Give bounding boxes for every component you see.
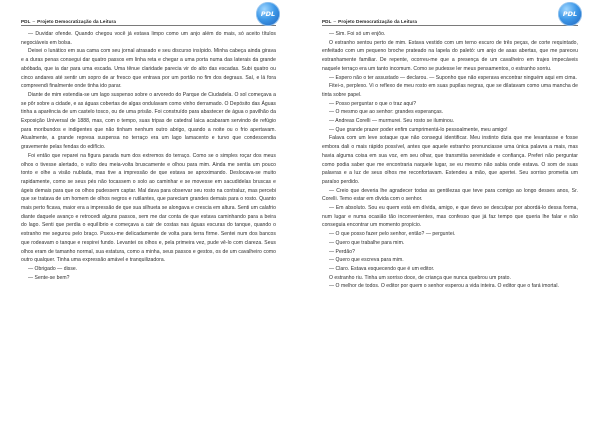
page-text xyxy=(322,30,578,291)
paragraph: Diante de mim estendia-se um lago suspenso sobre o arvoredo do Parque de Ciudadela. O sol começava a se pôr sobre a cidade, e as águas cobertas de algas ondulavam como vinho derramado. O Depósito das Águas tinha a aparência de um castelo tosco, ou de uma prisão. Foi construído para abastecer de água o pavilhão da Exposição Universal de 1888, mas, com o tempo, suas tripas de catedral laica acabaram servindo de refúgio para moribundos e indigentes que não tinham nenhum outro abrigo, quando a noite ou o frio apertavam. Atualmente, a grande represa suspensa no terraço era um lago lamacento e turvo que condescendia gravemente pelas fendas do edifício. xyxy=(21,91,276,151)
paragraph: — Em absoluto. Sou eu quem está em dívida, amigo, e que devo se desculpar por abordá-lo dessa forma, num lugar e numa ocasião tão inconvenientes, mas confesso que já faz tempo que queria lhe falar e não conseguia encontrar um momento propício. xyxy=(322,205,578,229)
paragraph: — O melhor de todos. O editor por quem o senhor esperou a vida inteira. O editor que o fará imortal. xyxy=(329,283,559,290)
paragraph: — Sente-se bem? xyxy=(28,274,70,281)
header-book: PDL xyxy=(322,19,332,24)
paragraph: — Andreas Corelli — murmurei. Seu rosto se iluminou. xyxy=(329,118,455,125)
page-text xyxy=(21,30,276,282)
header-series: Projeto Democratização da Leitura xyxy=(338,19,418,24)
page-header xyxy=(21,4,276,26)
paragraph: — Perdão? xyxy=(329,248,355,255)
logo-text: PDL xyxy=(562,10,578,18)
paragraph: — Quero que trabalhe para mim. xyxy=(329,239,405,246)
paragraph: — O mesmo que ao senhor: grandes esperanças. xyxy=(329,109,444,116)
paragraph: — Quero que escreva para mim. xyxy=(329,257,404,264)
header-separator: – xyxy=(333,19,337,24)
paragraph: — Creio que deveria lhe agradecer todas as gentilezas que teve para comigo ao longo desses anos, Sr. Corelli. Temo estar em dívida com o senhor. xyxy=(322,187,578,203)
header-book: PDL xyxy=(21,19,31,24)
paragraph: — Posso perguntar o que o traz aqui? xyxy=(329,100,417,107)
paragraph: — O que posso fazer pelo senhor, então? — perguntei. xyxy=(329,231,456,238)
paragraph: — Que grande prazer poder enfim cumprimentá-lo pessoalmente, meu amigo! xyxy=(329,126,508,133)
logo-text: PDL xyxy=(260,10,276,18)
paragraph: — Espero não o ter assustado — declarou. — Suponho que não esperava encontrar ninguém aqui em cima. xyxy=(329,74,577,81)
paragraph: — Sim. Foi só um enjôo. xyxy=(329,31,386,37)
paragraph: O estranho riu. Tinha um sorriso doce, de criança que nunca quebrou um prato. xyxy=(329,274,511,281)
paragraph: — Claro. Estava esquecendo que é um editor. xyxy=(329,265,435,272)
pdl-logo-icon xyxy=(558,2,582,26)
paragraph: O estranho sentou perto de mim. Estava vestido com um terno escuro de três peças, de corte requintado, enfeitado com um pequeno broche prateado na lapela do paletó: um anjo de asas abertas, que me pareceu estranhamente familiar. De repente, ocorreu-me que a presença de um cavalheiro em trajes impecáveis naquele terraço era um tanto incomum. Como se pudesse ler meus pensamentos, o estranho sorriu. xyxy=(322,39,578,72)
paragraph: — Duvidar ofende. Quando chegou você já estava limpo como um anjo além do mais, só aceito títulos negociáveis em bolsa. xyxy=(21,31,276,46)
paragraph: — Obrigado — disse. xyxy=(28,265,78,272)
paragraph: Deixei o lunático em sua cama com seu jornal atrasado e seu discurso insípido. Minha cabeça ainda girava e a duras penas consegui dar quatro passos em linha reta e chegar a uma porta numa das laterais da grande abóbada, que ia dar para uma escada. Uma tênue claridade parecia vir do alto das escadas. Subi quatro ou cinco andares até sentir um sopro de ar fresco que entrava por um portão no fim dos degraus. Saí, e lá fora compreendi finalmente onde tinha ido parar. xyxy=(21,48,276,90)
paragraph: Falava com um leve sotaque que não consegui identificar. Meu instinto dizia que me levantasse e fosse embora dali o mais rápido possível, antes que aquele estranho pronunciasse uma única palavra a mais, mas havia alguma coisa em sua voz, em seu olhar, que transmitia serenidade e confiança. Preferi não perguntar como podia saber que me encontraria naquele lugar, se eu mesmo não sabia onde estava. O som de suas palavras e a luz de seus olhos me reconfortavam. Estendeu a mão, que apertei. Seu sorriso prometia um paraíso perdido. xyxy=(322,135,578,185)
right-page xyxy=(300,0,600,424)
paragraph: Fitei-o, perplexo. Vi o reflexo de meu rosto em suas pupilas negras, que se dilatavam como uma mancha de tinta sobre papel. xyxy=(322,83,578,98)
header-separator: – xyxy=(32,19,36,24)
pdl-logo-icon xyxy=(256,2,280,26)
header-series: Projeto Democratização da Leitura xyxy=(37,19,117,24)
paragraph: Foi então que reparei na figura parada num dos extremos do terraço. Como se o simples roçar dos meus olhos o tivesse alertado, o vulto deu meia-volta bruscamente e olhou para mim. Ainda me sentia um pouco tonto e olhe a visão nublada, mas tive a impressão de que estava se aproximando. Deslocava-se muito rapidamente, como se seus pés não tocassem o solo ao caminhar e se movesse em sacudidelas bruscas e ágeis demais para que os olhos pudessem captar. Mal dava para observar seu rosto na contraluz, mas percebi que se tratava de um homem de olhos negros e rutilantes, que pareciam grandes demais para o rosto. Quanto mais perto ficava, maior era a impressão de que sua silhueta se alongava e crescia em altura. Senti um calafrio diante daquele avanço e retrocedi alguns passos, sem me dar conta de que estava caminhando para a beira do lago. Senti que perdia o equilíbrio e começava a cair de costas nas águas escuras do tanque, quando o estranho me segurou pelo braço. Puxou-me delicadamente de volta para terra firme. Sentei num dos bancos que rodeavam o tanque e respirei fundo. Levantei os olhos e, pela primeira vez, pude vê-lo com clareza. Seus olhos eram de tamanho normal, sua estatura, como a minha, seus passos e gestos, os de um cavalheiro como outro qualquer. Tinha uma expressão amável e tranquilizadora. xyxy=(21,152,276,264)
page-header xyxy=(322,4,578,26)
